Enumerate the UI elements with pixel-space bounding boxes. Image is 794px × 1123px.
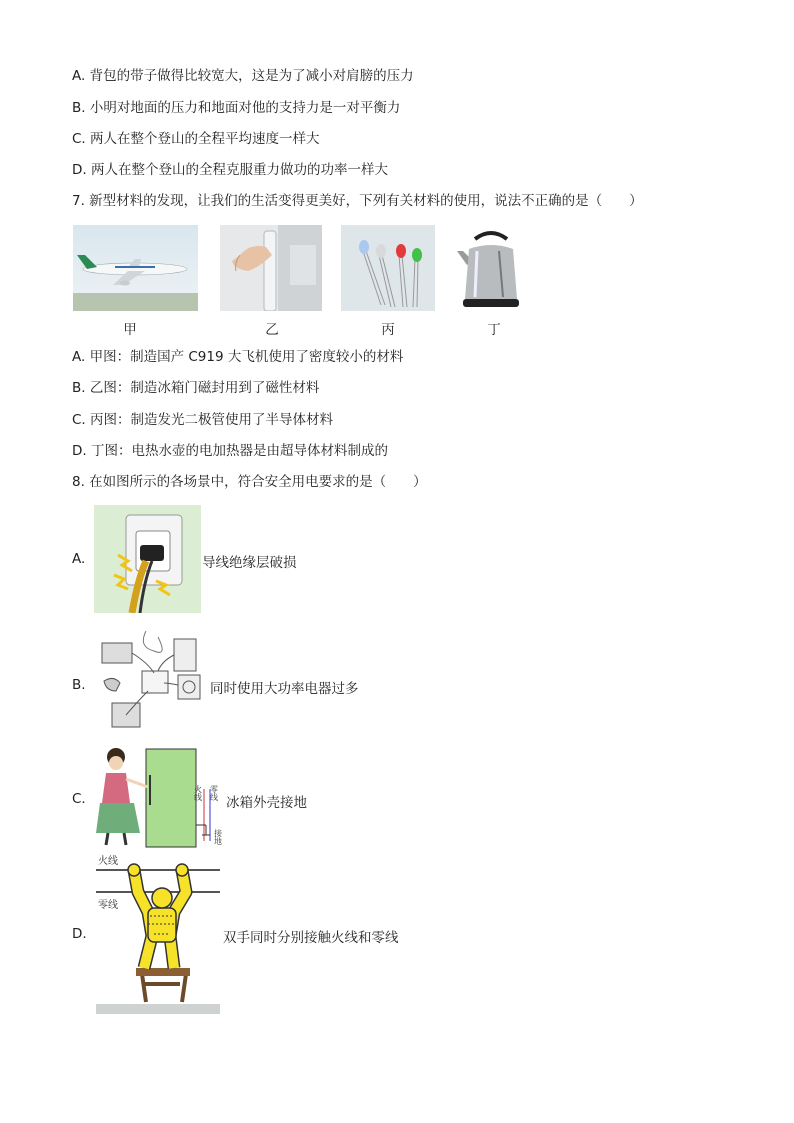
overload-image: [98, 627, 208, 733]
airplane-image: [73, 225, 198, 311]
q7-option-a: A. 甲图：制造国产 C919 大飞机使用了密度较小的材料: [72, 349, 404, 365]
grounded-fridge-image: [94, 745, 224, 851]
q6-option-a: A. 背包的带子做得比较宽大，这是为了减小对肩膀的压力: [72, 68, 414, 84]
q8-option-d-text: 双手同时分别接触火线和零线: [223, 930, 399, 946]
q8-option-b-text: 同时使用大功率电器过多: [210, 681, 359, 697]
fig-d-neutral-wire-label: 零线: [98, 900, 118, 911]
fig-c-neutral-wire-label: 零线: [209, 785, 219, 801]
q6-option-b: B. 小明对地面的压力和地面对他的支持力是一对平衡力: [72, 100, 401, 116]
caption-jia: 甲: [123, 322, 137, 338]
kettle-image: [455, 225, 525, 311]
q8-option-a-text: 导线绝缘层破损: [202, 555, 297, 571]
q6-option-c: C. 两人在整个登山的全程平均速度一样大: [72, 131, 320, 147]
q8-option-b-label: B.: [72, 677, 86, 693]
fig-d-live-wire-label: 火线: [98, 856, 118, 867]
q8-stem: 8. 在如图所示的各场景中，符合安全用电要求的是（ ）: [72, 474, 427, 490]
q6-option-d: D. 两人在整个登山的全程克服重力做功的功率一样大: [72, 162, 388, 178]
fig-c-live-wire-label: 火线: [193, 785, 203, 801]
q7-option-d: D. 丁图：电热水壶的电加热器是由超导体材料制成的: [72, 443, 388, 459]
q8-option-c-label: C.: [72, 791, 86, 807]
caption-yi: 乙: [265, 322, 279, 338]
q7-stem: 7. 新型材料的发现，让我们的生活变得更美好，下列有关材料的使用，说法不正确的是（ ）: [72, 193, 643, 209]
touch-wires-image: [96, 852, 220, 1014]
q8-option-a-label: A.: [72, 551, 86, 567]
led-image: [341, 225, 435, 311]
damaged-wire-image: [94, 505, 201, 613]
q8-option-c-text: 冰箱外壳接地: [226, 795, 307, 811]
q8-option-d-label: D.: [72, 926, 87, 942]
caption-ding: 丁: [487, 322, 501, 338]
fridge-seal-image: [220, 225, 322, 311]
q7-option-c: C. 丙图：制造发光二极管使用了半导体材料: [72, 412, 334, 428]
q7-option-b: B. 乙图：制造冰箱门磁封用到了磁性材料: [72, 380, 320, 396]
fig-c-ground-label: 接地: [213, 829, 223, 845]
caption-bing: 丙: [381, 322, 395, 338]
